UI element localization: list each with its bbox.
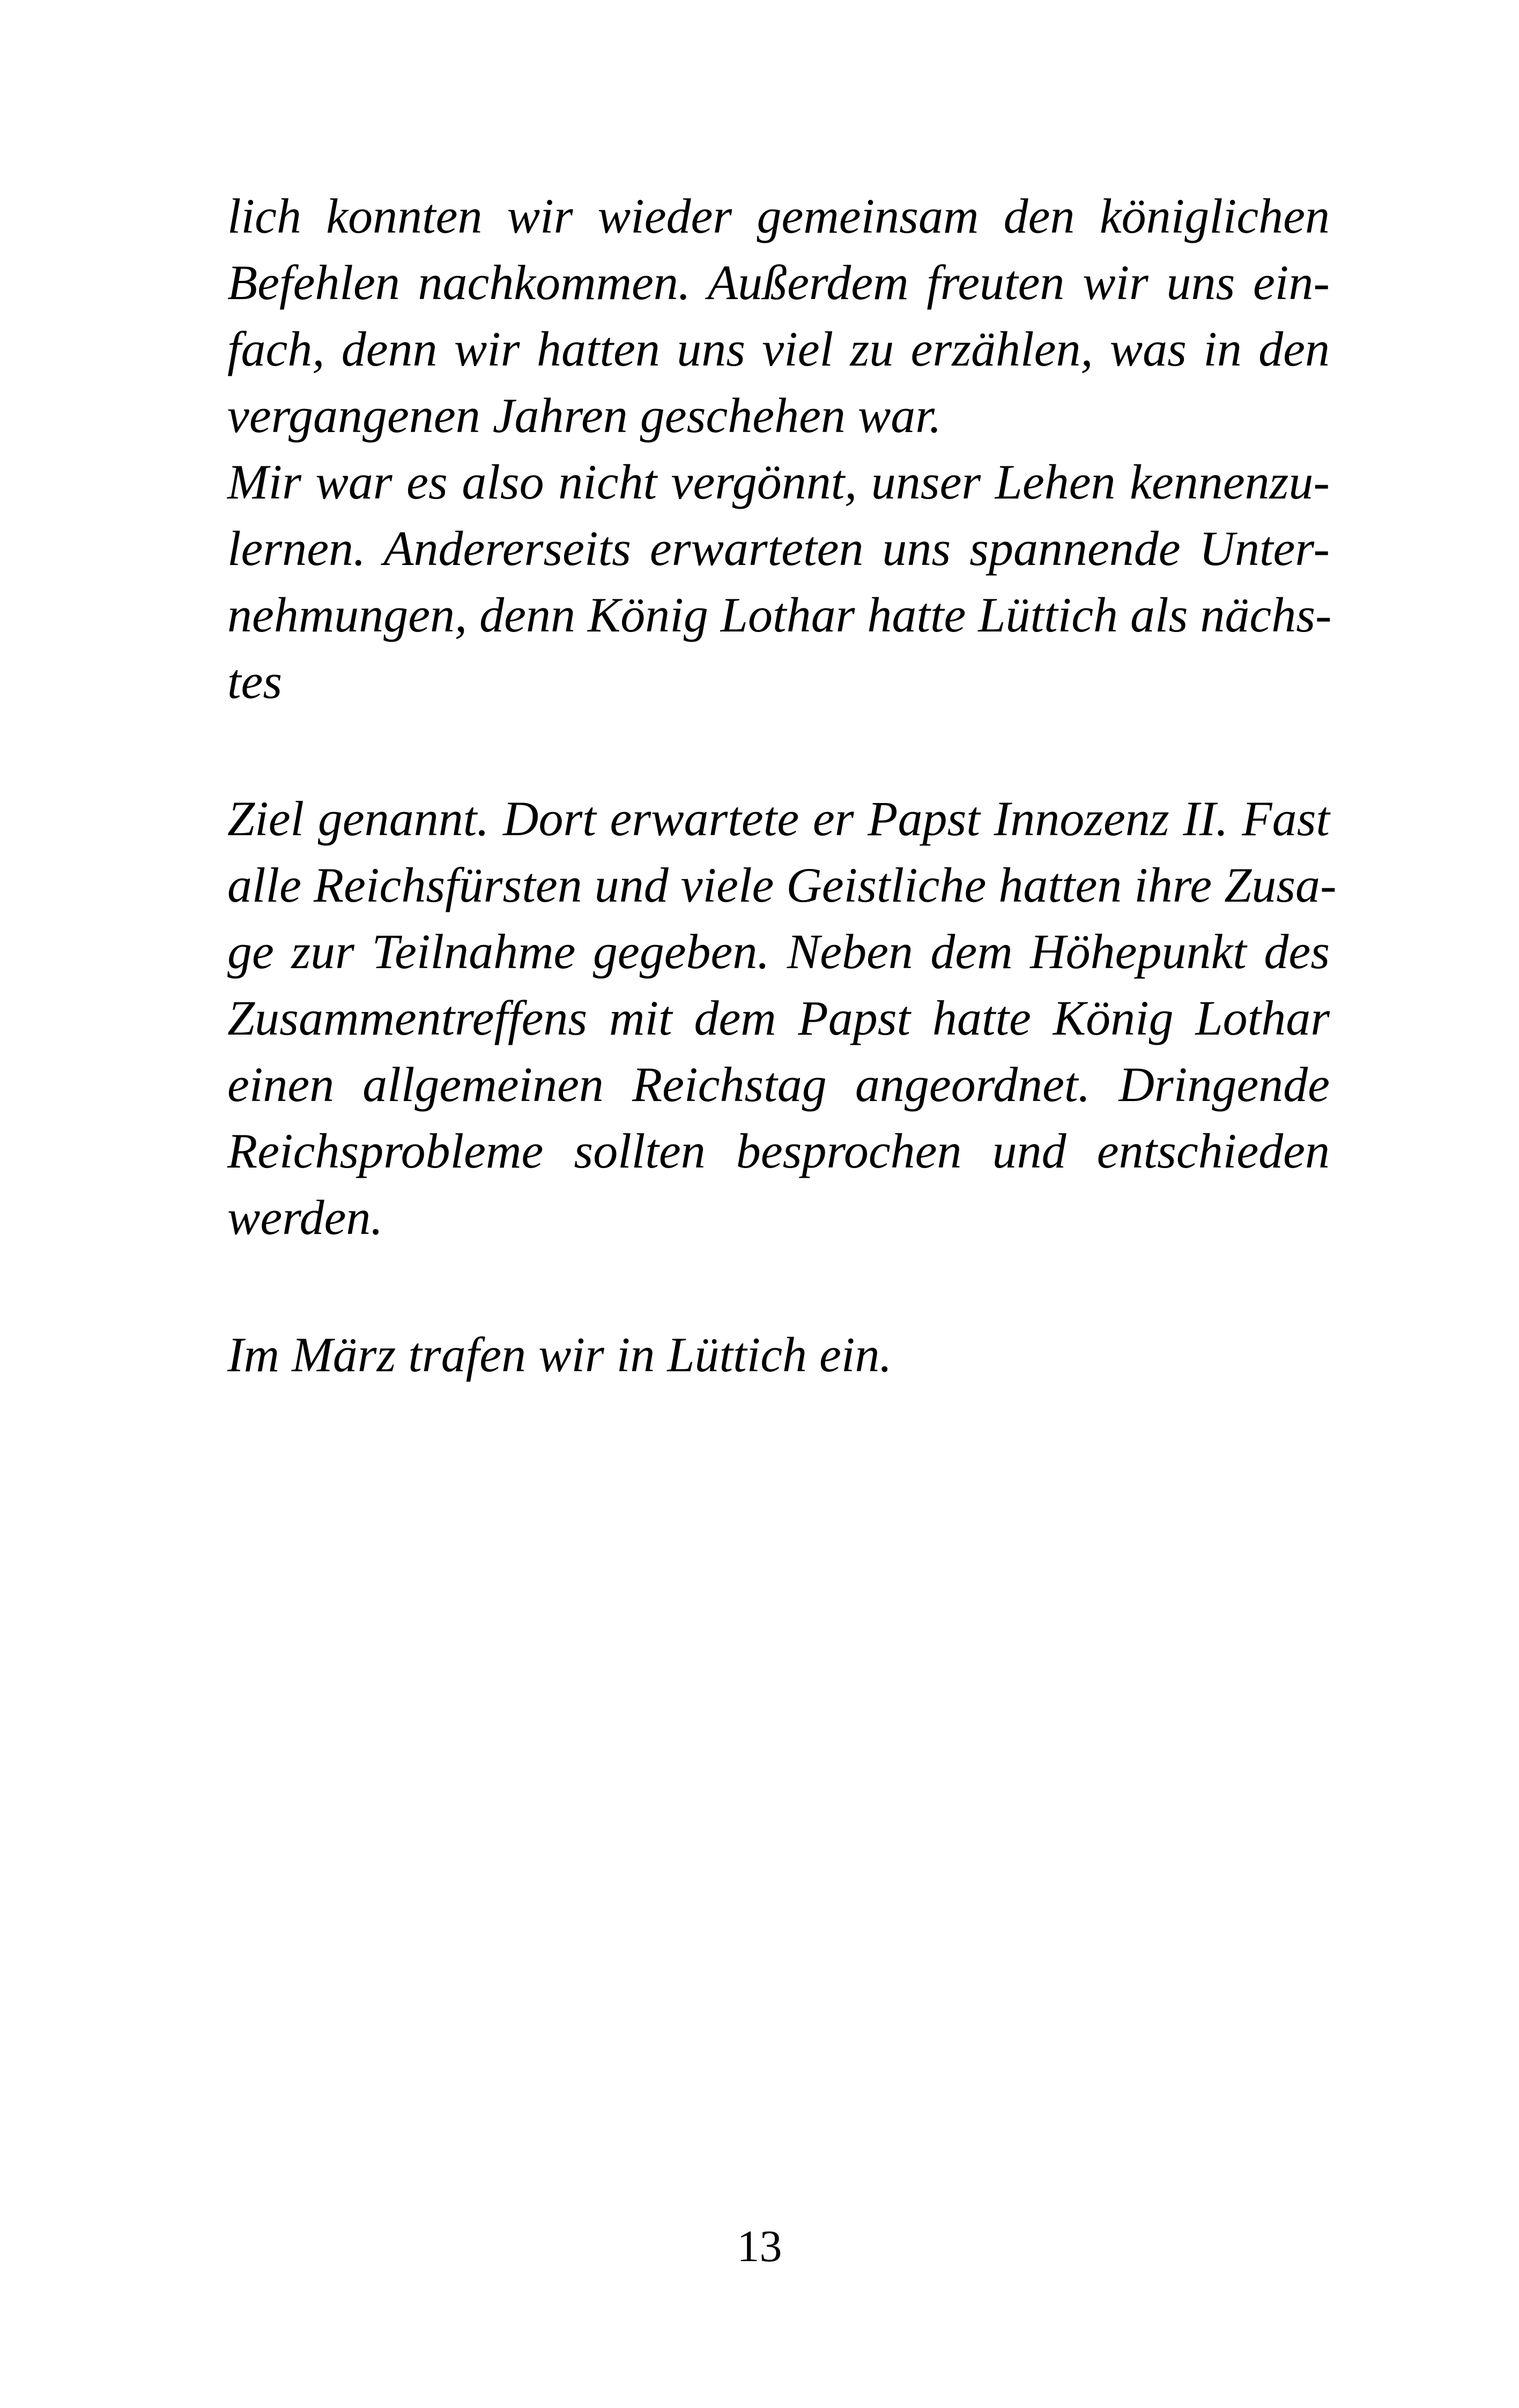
page-number: 13 — [737, 2221, 782, 2271]
text-line: Im März trafen wir in Lüttich ein. — [227, 1327, 892, 1382]
text-line: Zusammentreffens mit dem Papst hatte König Lothar — [227, 991, 1330, 1045]
text-line: fach, denn wir hatten uns viel zu erzählen, was in den — [227, 322, 1330, 376]
text-line: vergangenen Jahren geschehen war. — [227, 388, 942, 443]
text-line: lich konnten wir wieder gemeinsam den königlichen — [227, 189, 1330, 243]
text-line: lernen. Andererseits erwarteten uns spannende Unter- — [227, 521, 1330, 576]
text-line: ge zur Teilnahme gegeben. Neben dem Höhepunkt des — [227, 924, 1330, 979]
text-line: Befehlen nachkommen. Außerdem freuten wir uns ein- — [227, 255, 1330, 310]
paragraph-1 — [227, 183, 1330, 715]
text-line: Ziel genannt. Dort erwartete er Papst Innozenz II. Fast — [227, 791, 1330, 846]
text-line: Mir war es also nicht vergönnt, unser Lehen kennenzu- — [227, 455, 1330, 509]
text-line: Reichsprobleme sollten besprochen und entschieden — [227, 1124, 1330, 1178]
text-line: nehmungen, denn König Lothar hatte Lüttich als nächs- — [227, 588, 1332, 642]
text-line: werden. — [227, 1190, 383, 1245]
text-line: tes — [227, 654, 283, 709]
paragraph-3 — [227, 1321, 1330, 1388]
paragraph-2 — [227, 785, 1337, 1251]
text-line: einen allgemeinen Reichstag angeordnet. Dringende — [227, 1057, 1330, 1112]
text-line: alle Reichsfürsten und viele Geistliche hatten ihre Zusa- — [227, 858, 1337, 912]
